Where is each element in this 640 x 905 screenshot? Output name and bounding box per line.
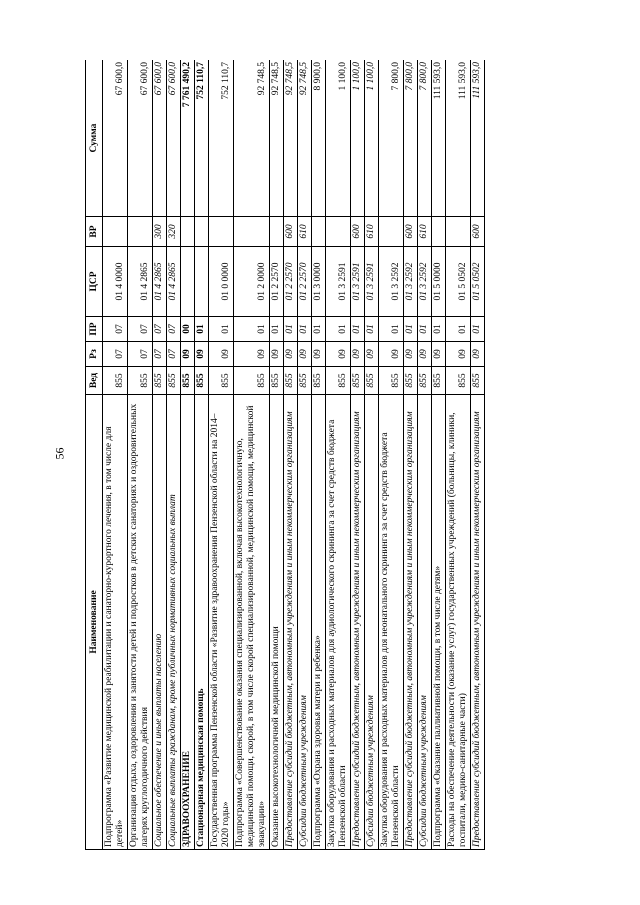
header-ved: Вед [86,367,103,395]
budget-table [85,60,485,850]
cell-vr [270,217,284,247]
cell-name: Субсидии бюджетным учреждениям [298,395,312,850]
cell-ved: 855 [103,367,128,395]
cell-sum: 92 748,5 [284,60,298,217]
table-row [418,60,432,850]
cell-pr: 01 [446,317,471,342]
cell-pr: 07 [167,317,181,342]
cell-sum: 7 800,0 [404,60,418,217]
cell-vr: 610 [418,217,432,247]
table-row [284,60,298,850]
cell-rz: 09 [432,342,446,367]
cell-pr: 01 [270,317,284,342]
cell-vr [195,217,209,247]
cell-name: Подпрограмма «Охрана здоровья матери и ребенка» [312,395,326,850]
table-row [153,60,167,850]
cell-sum: 1 100,0 [351,60,365,217]
cell-pr: 01 [471,317,485,342]
cell-name: Социальные выплаты гражданам, кроме публичных нормативных социальных выплат [167,395,181,850]
cell-csr: 01 3 2592 [379,247,404,317]
cell-csr: 01 3 2592 [418,247,432,317]
cell-ved: 855 [270,367,284,395]
table-header-row [86,60,103,850]
cell-rz: 07 [128,342,153,367]
cell-csr: 01 3 2591 [351,247,365,317]
cell-pr: 01 [326,317,351,342]
cell-ved: 855 [234,367,270,395]
table-row [446,60,471,850]
cell-sum: 111 593,0 [432,60,446,217]
table-row [471,60,485,850]
cell-rz: 09 [195,342,209,367]
cell-pr: 01 [379,317,404,342]
cell-csr: 01 2 2570 [284,247,298,317]
cell-rz: 07 [153,342,167,367]
cell-rz: 09 [404,342,418,367]
cell-sum: 92 748,5 [270,60,284,217]
cell-ved: 855 [128,367,153,395]
cell-vr [326,217,351,247]
cell-pr: 01 [209,317,234,342]
cell-ved: 855 [379,367,404,395]
cell-csr: 01 4 2865 [167,247,181,317]
cell-pr: 01 [284,317,298,342]
cell-name: Подпрограмма «Совершенствование оказания специализированной, включая высокотехнологичную, медицинской помощи, скорой, в том числе скорой специализированной, медицинской помощи, медицинской эвакуации» [234,395,270,850]
cell-ved: 855 [167,367,181,395]
table-row [270,60,284,850]
page-number: 56 [52,447,67,460]
cell-vr [103,217,128,247]
cell-name: Предоставление субсидий бюджетным, автономным учреждениям и иным некоммерческим организациям [404,395,418,850]
cell-rz: 09 [234,342,270,367]
cell-csr [195,247,209,317]
cell-rz: 09 [270,342,284,367]
cell-pr: 07 [103,317,128,342]
cell-vr [312,217,326,247]
cell-rz: 07 [167,342,181,367]
table-row [326,60,351,850]
cell-pr: 00 [181,317,195,342]
cell-rz: 09 [365,342,379,367]
table-body [103,60,485,850]
cell-ved: 855 [404,367,418,395]
cell-vr: 610 [298,217,312,247]
table-row [351,60,365,850]
cell-name: Подпрограмма «Оказание паллиативной помощи, в том числе детям» [432,395,446,850]
table-row [404,60,418,850]
header-vr: ВР [86,217,103,247]
cell-vr: 600 [351,217,365,247]
cell-pr: 01 [312,317,326,342]
cell-sum: 7 800,0 [379,60,404,217]
cell-sum: 92 748,5 [234,60,270,217]
table-row [312,60,326,850]
cell-ved: 855 [432,367,446,395]
cell-sum: 67 600,0 [167,60,181,217]
cell-vr [379,217,404,247]
cell-vr: 320 [167,217,181,247]
cell-name: Субсидии бюджетным учреждениям [365,395,379,850]
cell-csr: 01 4 2865 [153,247,167,317]
cell-pr: 01 [351,317,365,342]
cell-pr: 01 [404,317,418,342]
cell-pr: 01 [418,317,432,342]
cell-pr: 07 [153,317,167,342]
cell-name: Закупка оборудования и расходных материалов для неонатального скрининга за счет средств бюджета Пензенской области [379,395,404,850]
cell-name: Подпрограмма «Развитие медицинской реабилитации и санаторно-курортного лечения, в том числе для детей» [103,395,128,850]
cell-name: Субсидии бюджетным учреждениям [418,395,432,850]
cell-csr: 01 3 0000 [312,247,326,317]
cell-rz: 09 [446,342,471,367]
cell-sum: 111 593,0 [446,60,471,217]
cell-vr: 600 [284,217,298,247]
cell-pr: 01 [432,317,446,342]
table-row [128,60,153,850]
cell-ved: 855 [312,367,326,395]
table-row [103,60,128,850]
cell-name: Предоставление субсидий бюджетным, автономным учреждениям и иным некоммерческим организациям [284,395,298,850]
cell-rz: 09 [418,342,432,367]
cell-pr: 01 [298,317,312,342]
cell-rz: 07 [103,342,128,367]
cell-rz: 09 [181,342,195,367]
cell-ved: 855 [446,367,471,395]
table-row [365,60,379,850]
cell-sum: 92 748,5 [298,60,312,217]
cell-csr: 01 5 0502 [471,247,485,317]
cell-name: Государственная программа Пензенской области «Развитие здравоохранения Пензенской области на 2014–2020 годы» [209,395,234,850]
cell-rz: 09 [351,342,365,367]
budget-table-container [85,60,585,850]
cell-rz: 09 [284,342,298,367]
cell-sum: 67 600,0 [128,60,153,217]
header-name: Наименование [86,395,103,850]
cell-csr: 01 0 0000 [209,247,234,317]
cell-csr: 01 2 0000 [234,247,270,317]
cell-ved: 855 [351,367,365,395]
cell-name: ЗДРАВООХРАНЕНИЕ [181,395,195,850]
cell-vr [432,217,446,247]
table-row [195,60,209,850]
cell-sum: 67 600,0 [103,60,128,217]
cell-rz: 09 [379,342,404,367]
cell-csr: 01 5 0000 [432,247,446,317]
cell-name: Оказание высокотехнологичной медицинской помощи [270,395,284,850]
cell-csr: 01 2 2570 [298,247,312,317]
table-row [298,60,312,850]
cell-rz: 09 [298,342,312,367]
cell-ved: 855 [298,367,312,395]
cell-csr: 01 2 2570 [270,247,284,317]
cell-vr [234,217,270,247]
cell-sum: 67 600,0 [153,60,167,217]
cell-pr: 01 [234,317,270,342]
cell-name: Закупка оборудования и расходных материалов для аудиологического скрининга за счет средств бюджета Пензенской области [326,395,351,850]
cell-sum: 1 100,0 [326,60,351,217]
cell-csr: 01 3 2591 [365,247,379,317]
cell-ved: 855 [326,367,351,395]
cell-name: Предоставление субсидий бюджетным, автономным учреждениям и иным некоммерческим организациям [351,395,365,850]
cell-rz: 09 [209,342,234,367]
header-sum: Сумма [86,60,103,217]
cell-sum: 7 800,0 [418,60,432,217]
cell-ved: 855 [418,367,432,395]
cell-csr [181,247,195,317]
cell-vr: 610 [365,217,379,247]
budget-table-rotated [85,60,585,850]
cell-vr: 600 [471,217,485,247]
cell-vr: 600 [404,217,418,247]
cell-name: Организация отдыха, оздоровления и занятости детей и подростков в детских санаториях и оздоровительных лагерях круглогодичного действия [128,395,153,850]
cell-vr [209,217,234,247]
cell-sum: 8 900,0 [312,60,326,217]
header-rz: Рз [86,342,103,367]
cell-sum: 111 593,0 [471,60,485,217]
cell-csr: 01 4 0000 [103,247,128,317]
cell-ved: 855 [365,367,379,395]
cell-ved: 855 [471,367,485,395]
cell-ved: 855 [209,367,234,395]
cell-csr: 01 4 2865 [128,247,153,317]
cell-sum: 752 110,7 [195,60,209,217]
cell-vr [128,217,153,247]
table-row [432,60,446,850]
cell-name: Социальное обеспечение и иные выплаты населению [153,395,167,850]
table-row [209,60,234,850]
cell-pr: 01 [365,317,379,342]
table-row [181,60,195,850]
cell-name: Предоставление субсидий бюджетным, автономным учреждениям и иным некоммерческим организациям [471,395,485,850]
cell-csr: 01 3 2591 [326,247,351,317]
cell-rz: 09 [326,342,351,367]
cell-vr: 300 [153,217,167,247]
table-row [234,60,270,850]
cell-name: Стационарная медицинская помощь [195,395,209,850]
cell-vr [446,217,471,247]
cell-sum: 1 100,0 [365,60,379,217]
cell-name: Расходы на обеспечение деятельности (оказание услуг) государственных учреждений (больницы, клиники, госпитали, медико-санитарные части) [446,395,471,850]
cell-ved: 855 [284,367,298,395]
cell-ved: 855 [195,367,209,395]
cell-pr: 01 [195,317,209,342]
cell-sum: 7 761 490,2 [181,60,195,217]
cell-pr: 07 [128,317,153,342]
cell-csr: 01 3 2592 [404,247,418,317]
table-row [167,60,181,850]
cell-rz: 09 [312,342,326,367]
cell-ved: 855 [153,367,167,395]
cell-sum: 752 110,7 [209,60,234,217]
header-csr: ЦСР [86,247,103,317]
header-pr: ПР [86,317,103,342]
cell-csr: 01 5 0502 [446,247,471,317]
table-row [379,60,404,850]
cell-rz: 09 [471,342,485,367]
cell-vr [181,217,195,247]
cell-ved: 855 [181,367,195,395]
